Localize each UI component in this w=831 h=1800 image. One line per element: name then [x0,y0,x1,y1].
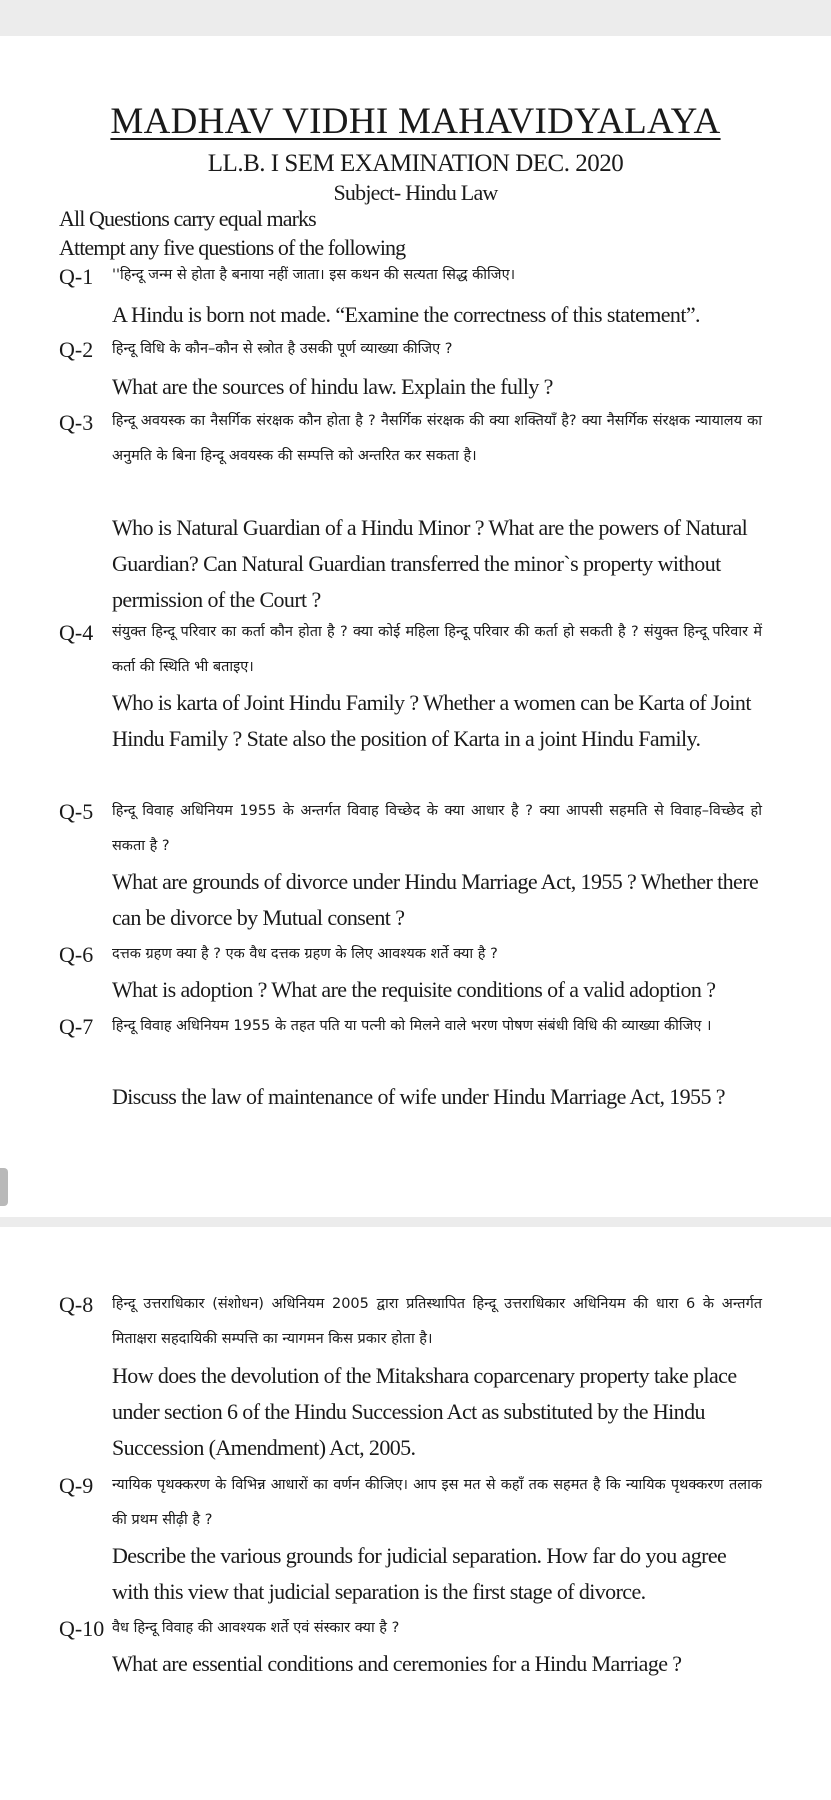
instruction-attempt: Attempt any five questions of the following [59,235,406,260]
subject-line: Subject- Hindu Law [333,180,498,205]
question-number: Q-2 [59,337,94,362]
question-english: What are essential conditions and ceremonies for a Hindu Marriage ? [112,1651,682,1676]
college-title: MADHAV VIDHI MAHAVIDYALAYA [110,101,721,142]
question-number: Q-8 [59,1292,94,1317]
instruction-marks: All Questions carry equal marks [59,206,316,231]
question-number: Q-3 [59,410,94,435]
question-english: Who is Natural Guardian of a Hindu Minor ? What are the powers of Natural Guardian? Can Natural Guardian transferred the minor`s property without permission of the Court ? [112,515,748,612]
question-number: Q-4 [59,620,94,645]
question-english: Describe the various grounds for judicial separation. How far do you agree with this view that judicial separation is the first stage of divorce. [112,1543,727,1604]
document-page-2 [0,1227,831,1800]
question-hindi: हिन्दू अवयस्क का नैसर्गिक संरक्षक कौन होता है ? नैसर्गिक संरक्षक की क्या शक्तियॉं है? क्या नैसर्गिक संरक्षक न्यायालय का अनुमति के बिना हिन्दू अवयस्क की सम्पत्ति को अन्तरित कर सकता है। [112,413,762,464]
question-number: Q-5 [59,799,94,824]
question-english: What are grounds of divorce under Hindu Marriage Act, 1955 ? Whether there can be divorce by Mutual consent ? [112,869,759,930]
question-english: How does the devolution of the Mitakshara coparcenary property take place under section 6 of the Hindu Succession Act as substituted by the Hindu Succession (Amendment) Act, 2005. [112,1363,737,1460]
question-hindi: हिन्दू विवाह अधिनियम 1955 के तहत पति या पत्नी को मिलने वाले भरण पोषण संबंधी विधि की व्याख्या कीजिए । [112,1018,712,1034]
question-hindi: दत्तक ग्रहण क्या है ? एक वैध दत्तक ग्रहण के लिए आवश्यक शर्ते क्या है ? [112,946,498,962]
question-hindi: वैध हिन्दू विवाह की आवश्यक शर्ते एवं संस्कार क्या है ? [112,1620,400,1636]
question-english: Discuss the law of maintenance of wife under Hindu Marriage Act, 1955 ? [112,1084,725,1109]
question-english: A Hindu is born not made. “Examine the correctness of this statement”. [112,302,700,327]
document-page-1 [0,36,831,1217]
question-hindi: न्यायिक पृथक्करण के विभिन्न आधारों का वर्णन कीजिए। आप इस मत से कहॉं तक सहमत है कि न्यायिक पृथक्करण तलाक की प्रथम सीढ़ी है ? [112,1477,762,1528]
question-number: Q-6 [59,942,94,967]
question-hindi: हिन्दू उत्तराधिकार (संशोधन) अधिनियम 2005 द्वारा प्रतिस्थापित हिन्दू उत्तराधिकार अधिनियम की धारा 6 के अन्तर्गत मिताक्षरा सहदायिकी सम्पत्ति का न्यागमन किस प्रकार होता है। [112,1296,762,1347]
question-number: Q-7 [59,1014,94,1039]
question-number: Q-1 [59,264,94,289]
question-hindi: ''हिन्दू जन्म से होता है बनाया नहीं जाता। इस कथन की सत्यता सिद्ध कीजिए। [112,267,516,283]
question-hindi: हिन्दू विवाह अधिनियम 1955 के अन्तर्गत विवाह विच्छेद के क्या आधार है ? क्या आपसी सहमति से विवाह–विच्छेद हो सकता है ? [112,803,762,854]
scroll-handle[interactable] [0,1168,8,1206]
question-english: What is adoption ? What are the requisite conditions of a valid adoption ? [112,977,716,1002]
question-english: Who is karta of Joint Hindu Family ? Whether a women can be Karta of Joint Hindu Family ? State also the position of Karta in a joint Hindu Family. [112,690,751,751]
exam-title: LL.B. I SEM EXAMINATION DEC. 2020 [207,150,624,177]
question-hindi: संयुक्त हिन्दू परिवार का कर्ता कौन होता है ? क्या कोई महिला हिन्दू परिवार की कर्ता हो सकती है ? संयुक्त हिन्दू परिवार में कर्ता की स्थिति भी बताइए। [112,624,762,675]
question-number: Q-9 [59,1473,94,1498]
question-english: What are the sources of hindu law. Explain the fully ? [112,374,553,399]
question-number: Q-10 [59,1616,105,1641]
question-hindi: हिन्दू विधि के कौन–कौन से स्त्रोत है उसकी पूर्ण व्याख्या कीजिए ? [112,341,453,357]
